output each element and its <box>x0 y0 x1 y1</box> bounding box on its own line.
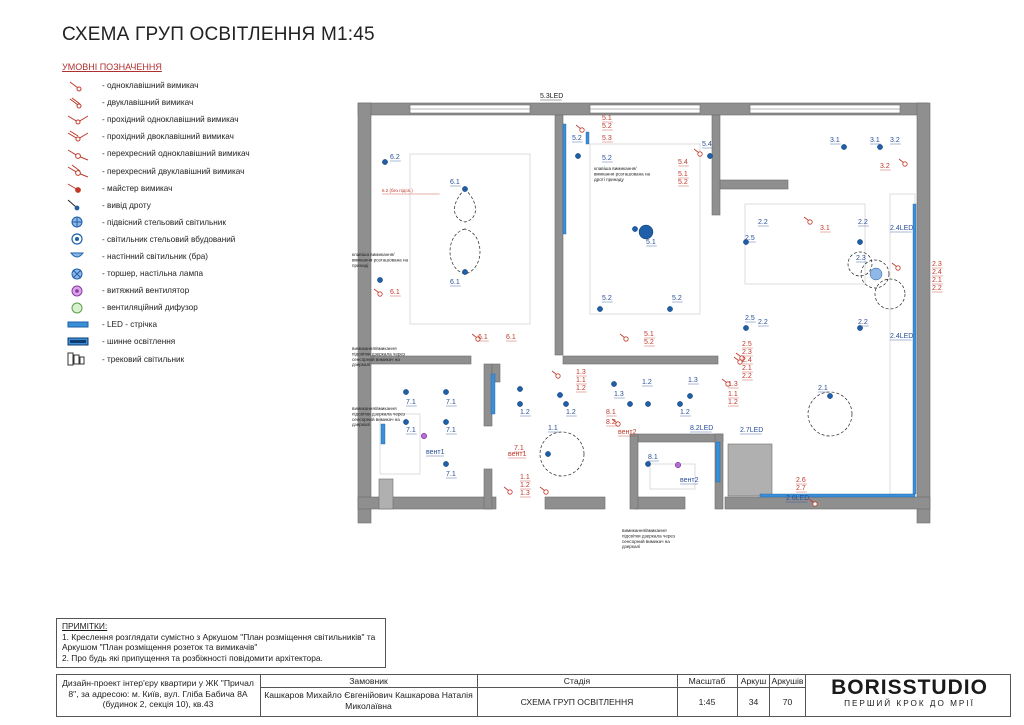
legend-item <box>62 265 332 282</box>
exhaust-fan-icon <box>62 284 102 298</box>
plan-label: 5.2 <box>672 295 682 302</box>
cross-single-switch-icon <box>62 147 102 161</box>
brand-slogan: ПЕРШИЙ КРОК ДО МРІЇ <box>844 699 975 708</box>
plan-label: 2.3 <box>856 255 866 262</box>
plan-label: 5.3LED <box>540 93 564 100</box>
plan-note: вимикання/вмикання підсвітки дзеркала через сенсорний вимикач на дзеркалі <box>352 406 405 428</box>
wall-bottom-mid2 <box>635 497 685 509</box>
recessed-light-icon <box>841 144 846 149</box>
plan-label: 8.1 <box>606 409 616 416</box>
floor-lamp-icon <box>62 267 102 281</box>
plan-label: 2.4LED <box>890 225 914 232</box>
recessed-light-icon <box>62 232 102 246</box>
plan-label: 1.3 <box>728 381 738 388</box>
pendant-light-icon <box>62 215 102 229</box>
legend <box>62 77 332 368</box>
wall-left <box>358 103 371 523</box>
plan-label: 1.3 <box>688 377 698 384</box>
sofa-outline <box>745 204 865 284</box>
legend-label: - настінний світильник (бра) <box>102 251 209 261</box>
plan-label: 2.6LED <box>786 495 810 502</box>
led-strip-7 <box>586 132 589 144</box>
plan-note: вимикання/вмикання підсвітки дзеркала через сенсорний вимикач на дзеркалі <box>622 528 675 550</box>
shaft <box>728 444 772 496</box>
page-title: СХЕМА ГРУП ОСВІТЛЕННЯ М1:45 <box>62 24 375 45</box>
recessed-light-icon <box>645 461 650 466</box>
plan-label: 2.1 <box>818 385 828 392</box>
legend-label: - майстер вимикач <box>102 183 173 193</box>
recessed-light-icon <box>677 401 682 406</box>
recessed-light-icon <box>462 186 467 191</box>
legend-label: - підвісний стельовий світильник <box>102 217 226 227</box>
plan-label: 6.1 <box>450 179 460 186</box>
walls <box>358 103 930 523</box>
plan-label: 2.7 <box>796 485 806 492</box>
plan-label: 3.1 <box>830 137 840 144</box>
switch-lever <box>620 334 625 338</box>
legend-item <box>62 162 332 179</box>
wall-kitchen-top <box>720 180 788 189</box>
legend-item <box>62 282 332 299</box>
notes-heading: ПРИМІТКИ: <box>62 621 108 631</box>
switch-lever <box>892 263 897 267</box>
plan-label: 3.1 <box>870 137 880 144</box>
kitchen-counter <box>890 194 915 494</box>
legend-label: - торшер, настільна лампа <box>102 269 204 279</box>
recessed-light-icon <box>707 153 712 158</box>
switch-lever <box>694 149 699 153</box>
wall-kitchen-divider <box>712 115 720 215</box>
wall-light-icon <box>62 249 102 263</box>
plan-label: 1.2 <box>566 409 576 416</box>
scale-value: 1:45 <box>698 697 716 707</box>
track-light-icon <box>62 352 102 366</box>
plan-label: 5.1 <box>602 115 612 122</box>
plan-label: 2.5 <box>742 341 752 348</box>
legend-item <box>62 128 332 145</box>
plan-note: клавіша вимикання/ вмикання розташована на принаді <box>352 252 409 268</box>
recessed-light-icon <box>377 277 382 282</box>
switch-lever <box>899 159 904 163</box>
recessed-light-icon <box>563 401 568 406</box>
plan-label: 5.2 <box>644 339 654 346</box>
floor-lamp-icon <box>870 268 882 280</box>
brand-logo <box>808 676 1011 708</box>
plan-label: 5.3 <box>602 135 612 142</box>
plan-label: 1.2 <box>680 409 690 416</box>
led-strip-1 <box>563 124 566 234</box>
plan-label: 7.1 <box>406 427 416 434</box>
plan-label: 1.3 <box>576 369 586 376</box>
plan-label: 2.5 <box>745 235 755 242</box>
plan-label: 2.3 <box>742 349 752 356</box>
recessed-light-icon <box>443 461 448 466</box>
recessed-light-icon <box>667 306 672 311</box>
legend-item <box>62 214 332 231</box>
plan-label: 2.4 <box>742 357 752 364</box>
plan-label: 3.2 <box>890 137 900 144</box>
pendant-circles <box>450 189 905 476</box>
scale-label: Масштаб <box>688 676 726 686</box>
recessed-light-icon <box>611 381 616 386</box>
legend-item <box>62 180 332 197</box>
plan-label: 2.1 <box>742 365 752 372</box>
led-strip-3 <box>381 424 385 444</box>
wall-bath1-right <box>484 364 492 426</box>
recessed-light-icon <box>557 392 562 397</box>
recessed-light-icon <box>645 401 650 406</box>
legend-item <box>62 111 332 128</box>
legend-label: - світильник стельовий вбудований <box>102 234 236 244</box>
legend-label: - прохідний одноклавішний вимикач <box>102 115 239 125</box>
bed-outline <box>410 154 530 324</box>
recessed-light-icon <box>877 144 882 149</box>
plan-label: 1.2 <box>642 379 652 386</box>
wall-corridor-top-right <box>563 356 718 364</box>
notes-box <box>56 618 386 668</box>
recessed-light-icon <box>403 389 408 394</box>
legend-label: - прохідний двоклавішний вимикач <box>102 132 234 142</box>
plan-label: 6.1 <box>390 289 400 296</box>
client-label: Замовник <box>349 676 388 686</box>
sheet-number: 34 <box>748 697 759 707</box>
legend-item <box>62 333 332 350</box>
plan-label: 2.2 <box>858 319 868 326</box>
plan-label: 2.2 <box>758 319 768 326</box>
legend-label: - вентиляційний дифузор <box>102 303 198 313</box>
plan-label: 6.1 <box>450 279 460 286</box>
switch-lever <box>472 334 477 338</box>
legend-item <box>62 231 332 248</box>
switch-lever <box>804 217 809 221</box>
plan-label: 2.3 <box>932 261 942 268</box>
legend-item <box>62 77 332 94</box>
recessed-light-icon <box>443 389 448 394</box>
recessed-light-icon <box>743 325 748 330</box>
plan-label: 7.1 <box>446 471 456 478</box>
plan-label: 6.1 <box>478 334 488 341</box>
plan-label: 6.2 <box>390 154 400 161</box>
wall-bedroom-divider <box>555 115 563 355</box>
recessed-light-icon <box>597 306 602 311</box>
plan-label: 1.1 <box>520 474 530 481</box>
plan-label: 6.2 (без підсв.) <box>382 188 413 193</box>
pass-single-switch-icon <box>62 113 102 127</box>
recessed-light-icon <box>857 239 862 244</box>
exhaust-fan-icon <box>421 433 427 439</box>
legend-item <box>62 145 332 162</box>
plan-label: 1.3 <box>614 391 624 398</box>
plan-label: 1.2 <box>728 399 738 406</box>
plan-label: 7.1 <box>406 399 416 406</box>
recessed-light-icon <box>627 401 632 406</box>
recessed-light-icon <box>517 401 522 406</box>
legend-label: - шинне освітлення <box>102 337 176 347</box>
client-names: Кашкаров Михайло Євгенійович Кашкарова Наталія Миколаївна <box>264 690 473 711</box>
recessed-light-icon <box>639 225 653 239</box>
led-strip-6 <box>760 494 915 497</box>
plan-label: 2.1 <box>932 277 942 284</box>
wall-bath2-top <box>638 434 723 442</box>
plan-label: вент2 <box>680 477 699 484</box>
cross-double-switch-icon <box>62 164 102 178</box>
legend-item <box>62 94 332 111</box>
plan-label: 1.1 <box>548 425 558 432</box>
legend-label: - LED - стрічка <box>102 320 158 330</box>
recessed-light-icon <box>545 451 550 456</box>
plan-label: 6.1 <box>506 334 516 341</box>
wall-right <box>917 103 930 523</box>
legend-label: - перехресний одноклавішний вимикач <box>102 149 250 159</box>
note-2: 2. Про будь які припущення та розбіжності повідомити архітектора. <box>62 652 323 663</box>
switch-lever <box>734 357 739 361</box>
exhaust-fan-icon <box>675 462 681 468</box>
plan-label: 2.6 <box>796 477 806 484</box>
legend-item <box>62 197 332 214</box>
plan-label: 2.7LED <box>740 427 764 434</box>
recessed-light-icon <box>517 386 522 391</box>
legend-item <box>62 351 332 368</box>
switch-lever <box>736 353 741 357</box>
stage-value: СХЕМА ГРУП ОСВІТЛЕННЯ <box>520 697 634 707</box>
single-switch-icon <box>62 79 102 93</box>
plan-label: 8.2LED <box>690 425 714 432</box>
legend-label: - витяжний вентилятор <box>102 286 190 296</box>
wall-bottom-mid <box>545 497 605 509</box>
plan-label: 1.3 <box>520 490 530 497</box>
wall-bottom-right <box>725 497 930 509</box>
recessed-light-icon <box>632 226 637 231</box>
plan-note: клавіша вимикання/ вмикання розташована на дроті принаду <box>594 166 651 182</box>
plan-label: 5.2 <box>678 179 688 186</box>
plan-label: 3.2 <box>880 163 890 170</box>
led-strip-5 <box>913 204 916 494</box>
pendant-outline-2 <box>450 229 480 274</box>
plan-label: 5.2 <box>572 135 582 142</box>
recessed-light-icon <box>382 159 387 164</box>
note-1: 1. Креслення розглядати сумістно з Аркушом "План розміщення світильників" та Аркушом "План розміщення розеток та вимикачів" <box>62 631 376 653</box>
plan-label: 8.1 <box>648 454 658 461</box>
plan-label: 1.2 <box>520 482 530 489</box>
master-switch-icon <box>62 181 102 195</box>
plan-label: 5.2 <box>602 295 612 302</box>
recessed-light-icon <box>687 393 692 398</box>
legend-heading: УМОВНІ ПОЗНАЧЕННЯ <box>62 62 162 72</box>
switch-lever <box>540 487 545 491</box>
stage-label: Стадія <box>563 676 591 686</box>
switch-lever <box>504 487 509 491</box>
plan-label: 2.2 <box>858 219 868 226</box>
plan-label: 5.2 <box>602 123 612 130</box>
sheet-label: Аркуш <box>740 676 767 686</box>
recessed-light-icon <box>827 393 832 398</box>
pass-double-switch-icon <box>62 130 102 144</box>
legend-item <box>62 316 332 333</box>
plan-label: 5.4 <box>702 141 712 148</box>
sheets-total: 70 <box>782 697 793 707</box>
plan-label: вент1 <box>426 449 445 456</box>
plan-label: 3.1 <box>820 225 830 232</box>
shaft-left <box>379 479 393 509</box>
plan-label: 5.1 <box>678 171 688 178</box>
legend-label: - одноклавішний вимикач <box>102 81 199 91</box>
switch-lever <box>552 371 557 375</box>
vent-diffuser-icon <box>62 301 102 315</box>
plan-label: 1.2 <box>576 385 586 392</box>
legend-item <box>62 248 332 265</box>
wall-bath2-left <box>630 434 638 509</box>
switch-lever <box>722 379 727 383</box>
plan-label: вент2 <box>618 429 637 436</box>
recessed-lights <box>377 144 882 467</box>
floor-plan <box>350 84 940 564</box>
double-switch-icon <box>62 96 102 110</box>
plan-label: 2.5 <box>745 315 755 322</box>
wire-outlet-icon <box>62 198 102 212</box>
plan-label: 8.2 <box>606 419 616 426</box>
pendant-outline-1 <box>454 189 475 222</box>
plan-label: 2.4LED <box>890 333 914 340</box>
plan-label: 5.1 <box>644 331 654 338</box>
project-info: Дизайн-проект інтер'єру квартири у ЖК "Причал 8", за адресою: м. Київ, вул. Гліба Бабича 8А (будинок 2, секція 10), кв.43 <box>62 678 254 709</box>
plan-label: 2.4 <box>932 269 942 276</box>
recessed-light-icon <box>462 269 467 274</box>
plan-label: 2.2 <box>932 285 942 292</box>
recessed-light-icon <box>443 419 448 424</box>
legend-label: - трековий світильник <box>102 354 185 364</box>
plan-label: 5.2 <box>602 155 612 162</box>
plan-label: 1.1 <box>728 391 738 398</box>
wall-bath1-right-low <box>484 469 492 509</box>
brand-name: BORISSTUDIO <box>831 676 988 699</box>
plan-label: 2.2 <box>758 219 768 226</box>
led-strip-2 <box>491 374 495 414</box>
plan-label: вент1 <box>508 451 527 458</box>
led-strip-icon <box>62 318 102 332</box>
plan-label: 2.2 <box>742 373 752 380</box>
plan-label: 7.1 <box>446 399 456 406</box>
recessed-light-icon <box>575 153 580 158</box>
plan-label: 7.1 <box>446 427 456 434</box>
track-bus-icon <box>62 335 102 349</box>
windows <box>410 105 900 113</box>
led-strip-4 <box>716 442 720 482</box>
switch-lever <box>576 125 581 129</box>
plan-label: 5.4 <box>678 159 688 166</box>
legend-item <box>62 299 332 316</box>
plan-label: 5.1 <box>646 239 656 246</box>
plan-label: 1.2 <box>520 409 530 416</box>
recessed-light-icon <box>403 419 408 424</box>
sheets-label: Аркушів <box>771 676 804 686</box>
plan-label: 7.1 <box>514 445 524 452</box>
plan-label: 1.1 <box>576 377 586 384</box>
switch-lever <box>374 289 379 293</box>
legend-label: - перехресний двуклавішний вимикач <box>102 166 245 176</box>
tub-outline <box>380 414 420 474</box>
plan-note: вимикання/вмикання підсвітки дзеркала через сенсорний вимикач на дзеркалі <box>352 346 405 368</box>
legend-label: - вивід дроту <box>102 200 151 210</box>
legend-label: - двуклавішний вимикач <box>102 98 194 108</box>
